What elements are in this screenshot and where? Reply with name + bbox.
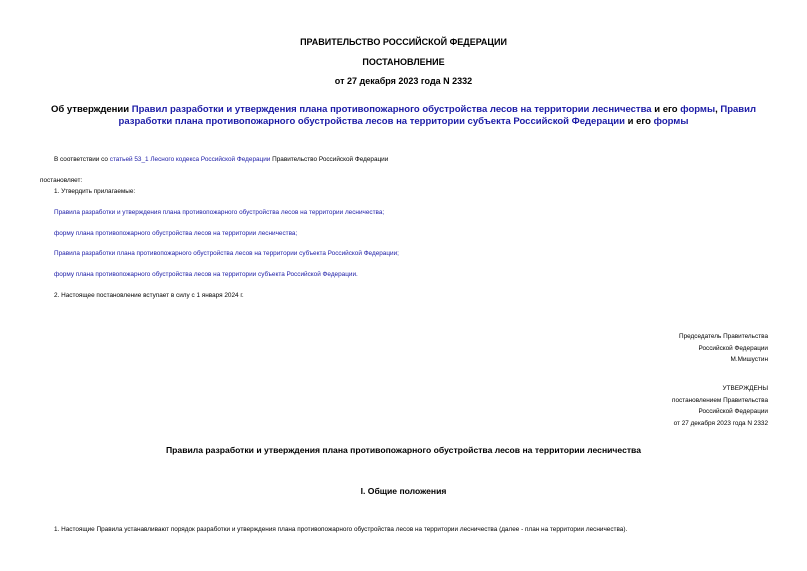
intro-prefix: В соответствии со bbox=[54, 156, 110, 163]
government-heading: ПРАВИТЕЛЬСТВО РОССИЙСКОЙ ФЕДЕРАЦИИ bbox=[300, 37, 507, 47]
approval-line-3: Российской Федерации bbox=[698, 408, 768, 415]
signature-block bbox=[679, 331, 768, 366]
date-number-heading: от 27 декабря 2023 года N 2332 bbox=[334, 76, 473, 86]
section-heading: I. Общие положения bbox=[360, 486, 447, 496]
approved-link-rules-forestry[interactable]: Правила разработки и утверждения плана противопожарного обустройства лесов на территории лесничества; bbox=[54, 209, 385, 216]
approved-link-form-subject[interactable]: форму плана противопожарного обустройства лесов на территории субъекта Российской Федерации. bbox=[54, 271, 358, 278]
title-link-rules-subject[interactable]: Правил разработки плана противопожарного обустройства лесов на территории субъекта Российской Федерации bbox=[118, 104, 756, 127]
approval-line-2: постановлением Правительства bbox=[672, 396, 768, 404]
signature-org: Российской Федерации bbox=[698, 344, 768, 352]
document-title bbox=[40, 104, 767, 128]
title-link-form-forestry[interactable]: формы bbox=[680, 104, 716, 115]
item-1: 1. Утвердить прилагаемые: bbox=[54, 188, 136, 195]
signature-name: М.Мишустин bbox=[730, 356, 768, 363]
approval-line-4: от 27 декабря 2023 года N 2332 bbox=[673, 419, 768, 427]
title-mid-1: и его bbox=[651, 104, 681, 115]
intro-suffix: Правительство Российской Федерации bbox=[270, 156, 389, 163]
title-prefix: Об утверждении bbox=[51, 104, 132, 115]
signature-position: Председатель Правительства bbox=[679, 333, 768, 340]
intro-law-link[interactable]: статьей 53_1 Лесного кодекса Российской Федерации bbox=[109, 156, 271, 163]
title-link-form-subject[interactable]: формы bbox=[653, 116, 689, 127]
document-type-heading: ПОСТАНОВЛЕНИЕ bbox=[362, 57, 445, 67]
decrees-label: постановляет: bbox=[40, 177, 83, 184]
approved-link-rules-subject[interactable]: Правила разработки плана противопожарного обустройства лесов на территории субъекта Российской Федерации; bbox=[54, 250, 399, 257]
title-mid-2: , bbox=[715, 104, 721, 115]
approval-line-1: УТВЕРЖДЕНЫ bbox=[722, 385, 768, 392]
approval-stamp bbox=[672, 383, 768, 429]
title-link-rules-forestry[interactable]: Правил разработки и утверждения плана противопожарного обустройства лесов на территории лесничества bbox=[131, 104, 652, 115]
approved-link-form-forestry[interactable]: форму плана противопожарного обустройства лесов на территории лесничества; bbox=[54, 230, 298, 237]
title-mid-3: и его bbox=[624, 116, 654, 127]
rules-title: Правила разработки и утверждения плана противопожарного обустройства лесов на территории лесничества bbox=[165, 445, 642, 455]
item-2: 2. Настоящее постановление вступает в силу с 1 января 2024 г. bbox=[54, 292, 244, 299]
intro-paragraph bbox=[54, 156, 388, 164]
rules-paragraph-1: 1. Настоящие Правила устанавливают порядок разработки и утверждения плана противопожарного обустройства лесов на территории лесничества (далее - план на территории лесничества). bbox=[54, 526, 628, 533]
